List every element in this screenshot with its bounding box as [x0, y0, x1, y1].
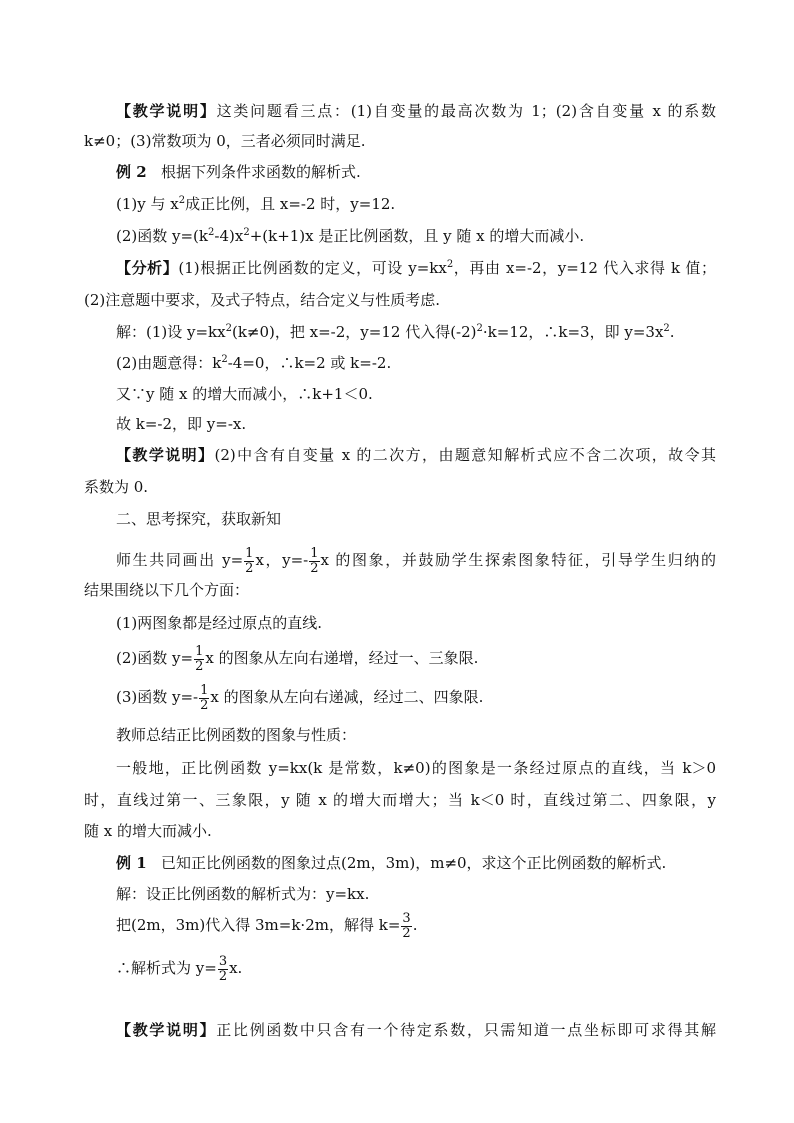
text-span: 已知正比例函数的图象过点(2m，3m)，m≠0，求这个正比例函数的解析式.	[160, 854, 667, 872]
text-span: +(k+1)x 是正比例函数，且 y 随 x 的增大而减小.	[249, 227, 585, 245]
drawing-line2: 结果围绕以下几个方面：	[84, 581, 250, 599]
text-span: (1)y 与 x	[116, 195, 179, 213]
superscript: 2	[663, 323, 670, 334]
text-span: x.	[229, 959, 243, 977]
fraction-numerator: 1	[245, 545, 254, 561]
text-span: 解：(1)设 y=kx	[116, 323, 226, 341]
fraction	[401, 912, 411, 941]
superscript: 2	[225, 323, 232, 334]
text-span: x，y=-	[255, 551, 309, 569]
property-3	[116, 679, 716, 715]
text-span: x 的图象从左向右递减，经过二、四象限.	[210, 688, 484, 706]
text-span: 师生共同画出 y=	[116, 551, 244, 569]
fraction-denominator: 2	[402, 925, 411, 941]
drawing-line1	[116, 542, 716, 578]
fraction-numerator: 1	[200, 682, 209, 698]
teaching-note-2-line1	[116, 445, 716, 465]
solution-line4: 故 k=-2，即 y=-x.	[116, 415, 247, 433]
superscript: 2	[178, 195, 186, 206]
summary-line2: 时，直线过第一、三象限，y 随 x 的增大而增大；当 k＜0 时，直线过第二、四象限，y	[84, 791, 716, 809]
fraction	[218, 955, 228, 984]
fraction	[199, 684, 209, 713]
example-1-solution-line2	[116, 907, 716, 943]
text-span: (2)中含有自变量 x 的二次方，由题意知解析式应不含二次项，故令其	[214, 446, 716, 464]
superscript: 2	[221, 354, 228, 365]
text-span: 成正比例，且 x=-2 时，y=12.	[185, 195, 396, 213]
superscript: 2	[208, 227, 215, 238]
summary-heading: 教师总结正比例函数的图象与性质：	[116, 726, 357, 744]
text-span: -4)x	[214, 227, 244, 245]
text-span: (2)由题意得：k	[116, 354, 222, 372]
text-span: 这类问题看三点：(1)自变量的最高次数为 1；(2)含自变量 x 的系数	[216, 102, 716, 120]
text-span: .	[412, 916, 418, 934]
example-2-heading	[116, 162, 716, 182]
fraction-denominator: 2	[310, 560, 319, 576]
example-1-solution-line3	[116, 950, 716, 986]
text-span: ，再由 x=-2，y=12 代入求得 k 值；	[453, 259, 717, 277]
property-2	[116, 640, 716, 676]
text-span: (2)函数 y=	[116, 649, 194, 667]
fraction-denominator: 2	[195, 658, 204, 674]
text-span: 根据下列条件求函数的解析式.	[160, 163, 361, 181]
solution-line3: 又∵y 随 x 的增大而减小，∴k+1＜0.	[116, 385, 373, 403]
analysis-label: 【分析】	[116, 259, 179, 277]
superscript: 2	[476, 323, 483, 334]
teaching-note-label: 【教学说明】	[116, 1021, 217, 1039]
teaching-note-label: 【教学说明】	[116, 446, 215, 464]
text-span: x 的图象从左向右递增，经过一、三象限.	[205, 649, 479, 667]
superscript: 2	[446, 259, 454, 270]
text-span: (1)根据正比例函数的定义，可设 y=kx	[178, 259, 447, 277]
example-1-solution-line1: 解：设正比例函数的解析式为：y=kx.	[116, 885, 370, 903]
fraction	[309, 547, 319, 576]
example-2-part2	[116, 226, 716, 246]
example-label: 例 2	[116, 163, 147, 181]
analysis-line1	[116, 258, 716, 278]
fraction-numerator: 3	[218, 953, 228, 969]
fraction-denominator: 2	[245, 560, 254, 576]
property-1: (1)两图象都是经过原点的直线.	[116, 614, 323, 632]
teaching-note-3-line1	[116, 1020, 716, 1040]
text-span: 把(2m，3m)代入得 3m=k·2m，解得 k=	[116, 916, 401, 934]
section-heading: 二、思考探究，获取新知	[116, 510, 282, 528]
fraction-denominator: 2	[218, 968, 228, 984]
text-span: ∴解析式为 y=	[116, 959, 217, 977]
teaching-note-1-line2: k≠0；(3)常数项为 0，三者必须同时满足.	[84, 132, 366, 150]
text-span: .	[669, 323, 675, 341]
solution-line2	[116, 353, 716, 373]
example-2-part1	[116, 194, 716, 214]
solution-line1	[116, 322, 716, 342]
fraction-numerator: 3	[402, 910, 411, 926]
text-span: (2)函数 y=(k	[116, 227, 208, 245]
superscript: 2	[243, 227, 250, 238]
summary-line3: 随 x 的增大而减小.	[84, 822, 212, 840]
text-span: (k≠0)，把 x=-2，y=12 代入得(-2)	[231, 323, 477, 341]
fraction-numerator: 1	[195, 643, 204, 659]
teaching-note-label: 【教学说明】	[116, 102, 217, 120]
analysis-line2: (2)注意题中要求，及式子特点，结合定义与性质考虑.	[84, 291, 441, 309]
summary-line1: 一般地，正比例函数 y=kx(k 是常数，k≠0)的图象是一条经过原点的直线，当 k＞0	[116, 759, 716, 777]
text-span: ·k=12，∴k=3，即 y=3x	[482, 323, 664, 341]
fraction-numerator: 1	[310, 545, 319, 561]
fraction	[244, 547, 254, 576]
example-label: 例 1	[116, 854, 147, 872]
teaching-note-1-line1	[116, 101, 716, 121]
text-span: x 的图象，并鼓励学生探索图象特征，引导学生归纳的	[320, 551, 717, 569]
fraction	[194, 645, 204, 674]
text-span: 正比例函数中只含有一个待定系数，只需知道一点坐标即可求得其解	[216, 1021, 716, 1039]
text-span: (3)函数 y=-	[116, 688, 199, 706]
example-1-heading	[116, 853, 716, 873]
fraction-denominator: 2	[200, 697, 209, 713]
text-span: -4=0，∴k=2 或 k=-2.	[227, 354, 392, 372]
teaching-note-2-line2: 系数为 0.	[84, 478, 149, 496]
